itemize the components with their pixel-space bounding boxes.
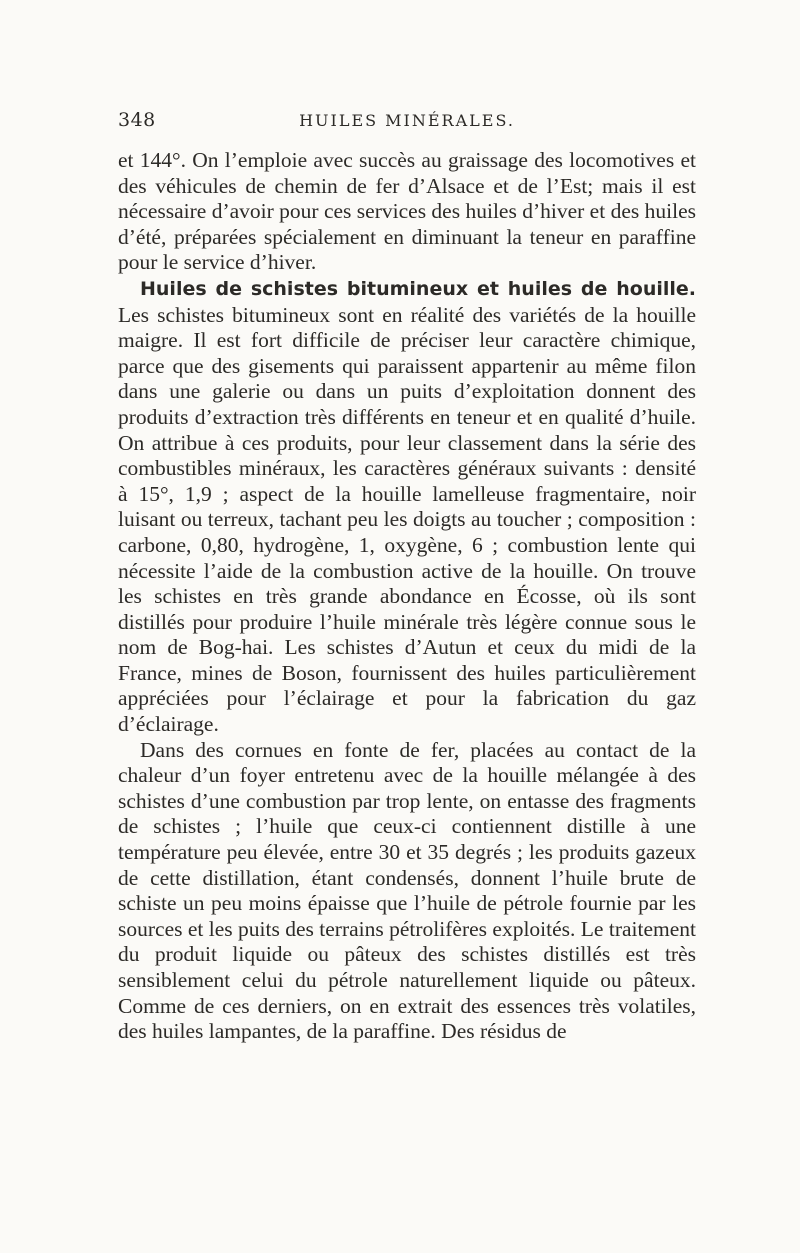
section-heading: Huiles de schistes bitumineux et huiles de houille. [140,277,696,300]
paragraph-cornues [118,738,696,1045]
page-number: 348 [118,109,156,131]
paragraph-schistes [118,276,696,738]
paragraph-continuation [118,148,696,276]
body-text [118,148,696,1045]
page-header [118,109,696,139]
running-title: HUILES MINÉRALES. [299,111,515,130]
paragraph-text: et 144°. On l’emploie avec succès au graissage des locomotives et des véhicules de chemin de fer d’Alsace et de l’Est; mais il est nécessaire d’avoir pour ces services des huiles d’hiver et des huiles d’été, préparées spécialement en diminuant la teneur en paraffine pour le service d’hiver. [118,148,696,275]
paragraph-text: Les schistes bitumineux sont en réalité des variétés de la houille maigre. Il est fort difficile de préciser leur caractère chimique, parce que des gisements qui paraissent appartenir au même filon dans une galerie ou dans un puits d’exploitation donnent des produits d’extraction très différents en teneur et en qualité d’huile. On attribue à ces produits, pour leur classement dans la série des combustibles minéraux, les caractères généraux suivants : densité à 15°, 1,9 ; aspect de la houille lamelleuse fragmentaire, noir luisant ou terreux, tachant peu les doigts au toucher ; composition : carbone, 0,80, hydrogène, 1, oxygène, 6 ; combustion lente qui nécessite l’aide de la combustion active de la houille. On trouve les schistes en très grande abondance en Écosse, où ils sont distillés pour produire l’huile minérale très légère connue sous le nom de Bog-hai. Les schistes d’Autun et ceux du midi de la France, mines de Boson, fournissent des huiles particulièrement appréciées pour l’éclairage et pour la fabrication du gaz d’éclairage. [118,302,696,737]
paragraph-text: Dans des cornues en fonte de fer, placées au contact de la chaleur d’un foyer entretenu avec de la houille mélangée à des schistes d’une combustion par trop lente, on entasse des fragments de schistes ; l’huile que ceux-ci contiennent distille à une température peu élevée, entre 30 et 35 degrés ; les produits gazeux de cette distillation, étant condensés, donnent l’huile brute de schiste un peu moins épaisse que l’huile de pétrole fournie par les sources et les puits des terrains pétrolifères exploités. Le traitement du produit liquide ou pâteux des schistes distillés est très sensiblement celui du pétrole naturellement liquide ou pâteux. Comme de ces derniers, on en extrait des essences très volatiles, des huiles lampantes, de la paraffine. Des résidus de [118,737,696,1044]
